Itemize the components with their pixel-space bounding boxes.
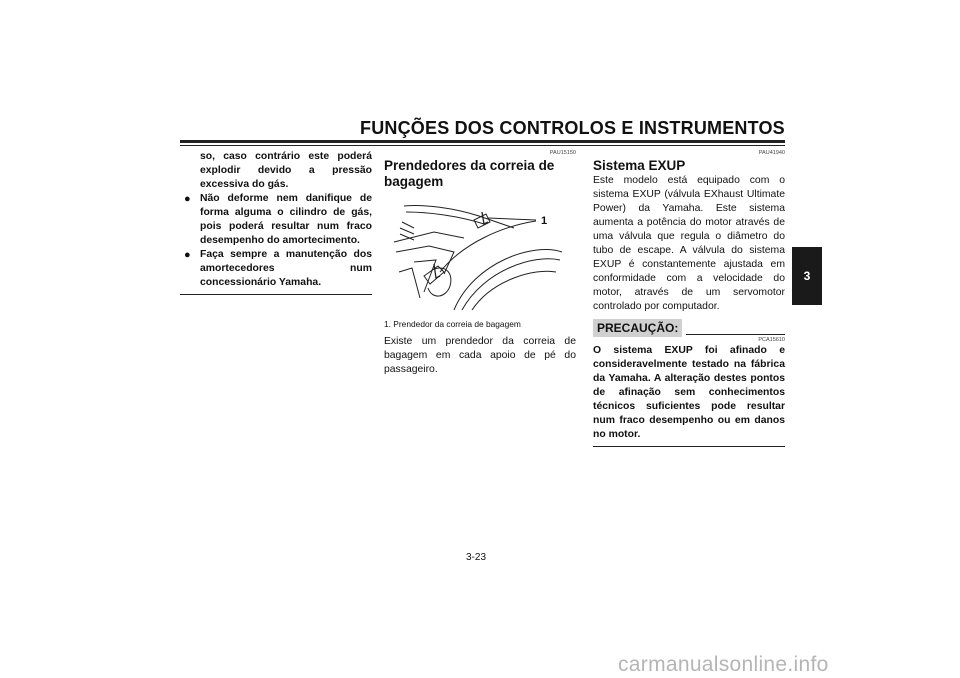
page-title: FUNÇÕES DOS CONTROLOS E INSTRUMENTOS (360, 118, 785, 138)
page-number: 3-23 (466, 552, 487, 563)
section-code: PAU15150 (549, 150, 576, 156)
section-heading: Prendedores da correia de bagagem (384, 158, 555, 189)
column-3 (593, 150, 785, 447)
section-code: PAU41940 (758, 150, 785, 156)
luggage-strap-hook-figure (384, 202, 574, 312)
figure-callout-label: 1 (541, 215, 548, 227)
title-rule (180, 140, 785, 143)
watermark: carmanualsonline.info (618, 653, 829, 676)
caution-end-rule (593, 446, 785, 447)
chapter-tab-label: 3 (803, 269, 811, 283)
figure-caption: 1. Prendedor da correia de bagagem (384, 319, 521, 329)
section-body: Este modelo está equipado com o sistema EXUP (válvula EXhaust Ultimate Power) da Yamaha. Este sistema aumenta a potência do motor através de uma válvula que regula o diâmetro do tubo de escape. A válvula do sistema EXUP é constantemente ajustada em conformidade com a velocidade do motor, através de um servomotor controlado por computador. (593, 175, 785, 312)
warning-continuation: so, caso contrário este poderá explodir devido a pressão excessiva do gás. (200, 151, 372, 190)
column-1 (180, 150, 372, 295)
bullet-text: Não deforme nem danifique de forma alguma o cilindro de gás, pois poderá resultar num fraco desempenho do amortecimento. (200, 193, 372, 246)
caution-label: PRECAUÇÃO: (593, 319, 682, 337)
bullet-text: Faça sempre a manutenção dos amortecedores num concessionário Yamaha. (200, 249, 372, 288)
warning-bullet (180, 248, 372, 290)
section-heading: Sistema EXUP (593, 158, 686, 173)
title-rule-thin (180, 145, 785, 146)
warning-bullet (180, 192, 372, 248)
caution-code: PCA15610 (758, 337, 785, 343)
caution-header (593, 319, 785, 337)
warning-end-rule (180, 294, 372, 295)
caution-text: O sistema EXUP foi afinado e consideravelmente testado na fábrica da Yamaha. A alteração destes pontos de afinação sem conhecimentos técnicos suficientes pode resultar num fraco desempenho ou em danos no motor. (593, 345, 785, 440)
section-body: Existe um prendedor da correia de bagagem em cada apoio de pé do passageiro. (384, 336, 576, 375)
bullet-icon: ● (184, 193, 191, 205)
column-2 (384, 150, 576, 377)
chapter-tab[interactable] (792, 247, 822, 305)
caution-rule (686, 334, 785, 335)
bullet-icon: ● (184, 249, 191, 261)
